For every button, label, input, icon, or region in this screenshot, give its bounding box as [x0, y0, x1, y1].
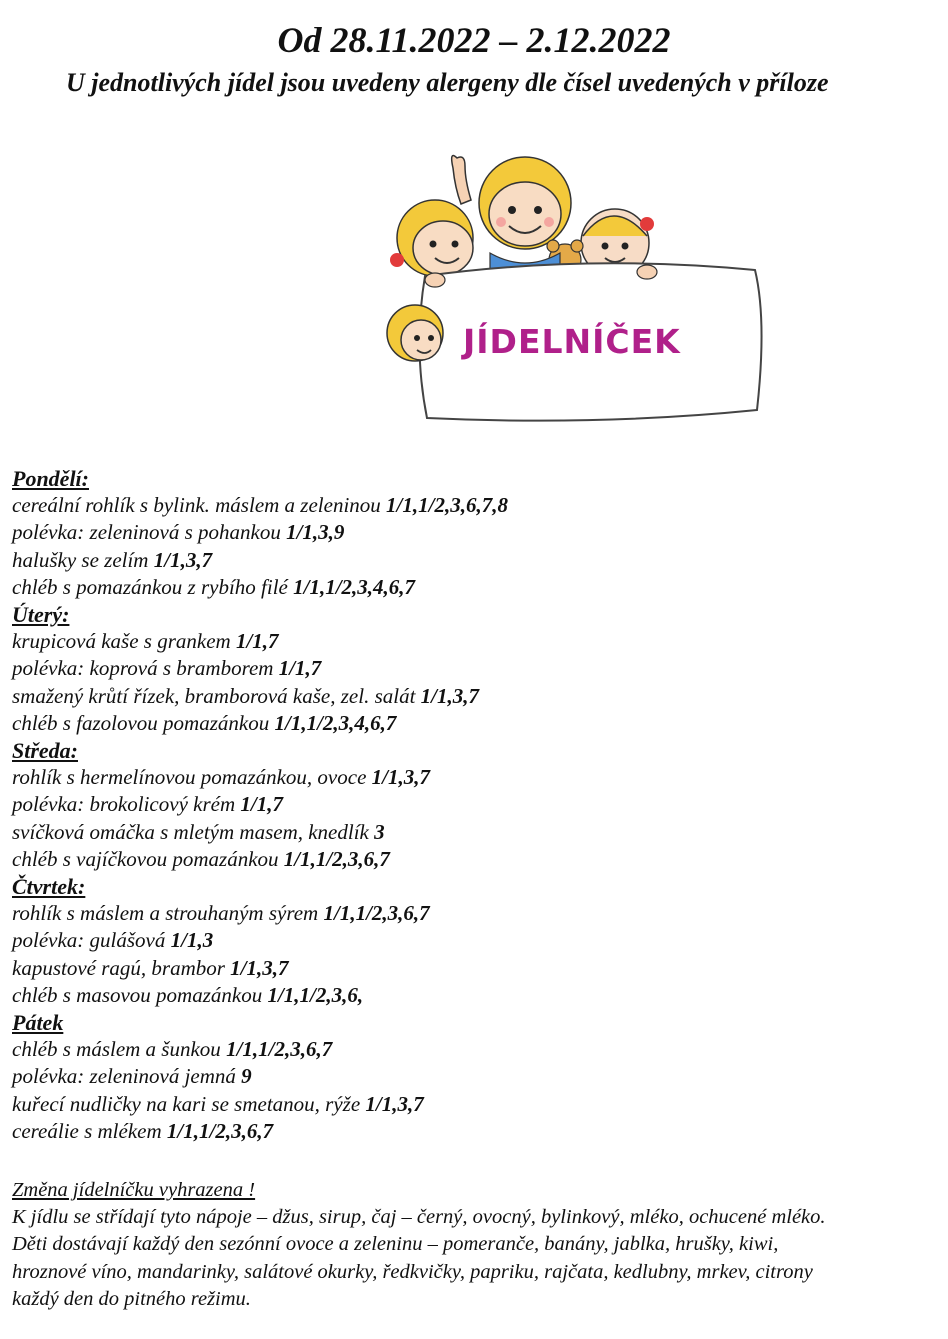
meal-item — [12, 764, 942, 791]
kids-menu-illustration — [385, 148, 775, 428]
day-heading: Středa: — [12, 738, 78, 764]
meal-item — [12, 710, 942, 737]
allergen-codes: 1/1,3,7 — [371, 765, 430, 790]
allergen-codes: 3 — [374, 819, 385, 844]
meal-text: rohlík s máslem a strouhaným sýrem — [12, 901, 324, 926]
day-heading: Úterý: — [12, 602, 70, 628]
allergen-codes: 1/1,1/2,3,6,7 — [226, 1037, 333, 1062]
meal-text: chléb s máslem a šunkou — [12, 1037, 227, 1062]
logo-title: JÍDELNÍČEK — [463, 322, 681, 361]
meal-text: chléb s vajíčkovou pomazánkou — [12, 846, 284, 871]
page-title: Od 28.11.2022 – 2.12.2022 — [277, 20, 671, 60]
meal-text: krupicová kaše s grankem — [12, 629, 236, 654]
meal-item — [12, 574, 942, 601]
meal-item — [12, 1118, 942, 1145]
menu-notes — [12, 1177, 942, 1313]
meal-text: polévka: gulášová — [12, 928, 171, 953]
meal-text: rohlík s hermelínovou pomazánkou, ovoce — [12, 765, 372, 790]
meal-item — [12, 819, 942, 846]
note-line: K jídlu se střídají tyto nápoje – džus, sirup, čaj – černý, ovocný, bylinkový, mléko, ochucené mléko. — [12, 1206, 826, 1229]
allergen-codes: 1/1,3,7 — [420, 683, 480, 708]
allergen-codes: 1/1,7 — [235, 629, 279, 654]
weekly-menu — [12, 465, 942, 1145]
meal-item — [12, 846, 942, 873]
allergen-codes: 1/1,1/2,3,6,7 — [323, 901, 430, 926]
allergen-codes: 1/1,7 — [240, 792, 283, 817]
note-line: Děti dostávají každý den sezónní ovoce a zeleninu – pomeranče, banány, jablka, hrušky, kiwi, — [12, 1233, 779, 1256]
allergen-codes: 1/1,3,7 — [365, 1091, 424, 1116]
meal-item — [12, 628, 942, 655]
meal-text: cereální rohlík s bylink. máslem a zeleninou — [12, 493, 387, 518]
day-block-wednesday — [12, 737, 942, 873]
meal-text: smažený krůtí řízek, bramborová kaše, zel. salát — [12, 683, 421, 708]
meal-item — [12, 927, 942, 954]
meal-item — [12, 1063, 942, 1090]
allergen-codes: 1/1,1/2,3,6,7,8 — [386, 493, 508, 518]
menu-change-notice: Změna jídelníčku vyhrazena ! — [12, 1179, 256, 1201]
allergen-codes: 1/1,1/2,3,4,6,7 — [274, 710, 397, 735]
meal-item — [12, 519, 942, 546]
allergen-codes: 1/1,3,7 — [230, 955, 289, 980]
page-subtitle: U jednotlivých jídel jsou uvedeny alergeny dle čísel uvedených v příloze — [66, 68, 829, 97]
day-heading: Pátek — [12, 1010, 64, 1036]
note-line: každý den do pitného režimu. — [12, 1287, 251, 1310]
meal-text: chléb s fazolovou pomazánkou — [12, 710, 275, 735]
note-line: hroznové víno, mandarinky, salátové okurky, ředkvičky, papriku, rajčata, kedlubny, mrkev, citrony — [12, 1260, 813, 1283]
meal-item — [12, 955, 942, 982]
meal-text: polévka: zeleninová s pohankou — [12, 520, 287, 545]
meal-text: chléb s masovou pomazánkou — [12, 982, 268, 1007]
meal-item — [12, 1036, 942, 1063]
day-block-friday — [12, 1009, 942, 1145]
meal-text: polévka: koprová s bramborem — [12, 656, 279, 681]
meal-item — [12, 982, 942, 1009]
meal-text: halušky se zelím — [12, 547, 154, 572]
meal-text: chléb s pomazánkou z rybího filé — [12, 574, 294, 599]
meal-text: kuřecí nudličky na kari se smetanou, rýže — [12, 1091, 366, 1116]
allergen-codes: 1/1,3,9 — [286, 520, 345, 545]
meal-item — [12, 655, 942, 682]
meal-item — [12, 492, 942, 519]
meal-item — [12, 1091, 942, 1118]
allergen-codes: 1/1,3,7 — [153, 547, 213, 572]
meal-text: cereálie s mlékem — [12, 1118, 167, 1143]
allergen-codes: 1/1,1/2,3,6, — [267, 982, 364, 1007]
meal-text: polévka: zeleninová jemná — [12, 1064, 242, 1089]
allergen-codes: 1/1,7 — [278, 656, 322, 681]
meal-item — [12, 547, 942, 574]
meal-item — [12, 683, 942, 710]
meal-text: polévka: brokolicový krém — [12, 792, 241, 817]
day-heading: Pondělí: — [12, 466, 89, 491]
day-block-monday — [12, 465, 942, 601]
allergen-codes: 1/1,1/2,3,6,7 — [166, 1118, 274, 1143]
allergen-codes: 9 — [241, 1064, 252, 1089]
day-block-tuesday — [12, 601, 942, 737]
allergen-codes: 1/1,3 — [170, 928, 214, 953]
day-block-thursday — [12, 873, 942, 1009]
meal-item — [12, 900, 942, 927]
allergen-codes: 1/1,1/2,3,6,7 — [283, 846, 390, 871]
meal-item — [12, 791, 942, 818]
meal-text: kapustové ragú, brambor — [12, 955, 231, 980]
day-heading: Čtvrtek: — [12, 874, 86, 900]
allergen-codes: 1/1,1/2,3,4,6,7 — [293, 574, 416, 599]
meal-text: svíčková omáčka s mletým masem, knedlík — [12, 819, 375, 844]
